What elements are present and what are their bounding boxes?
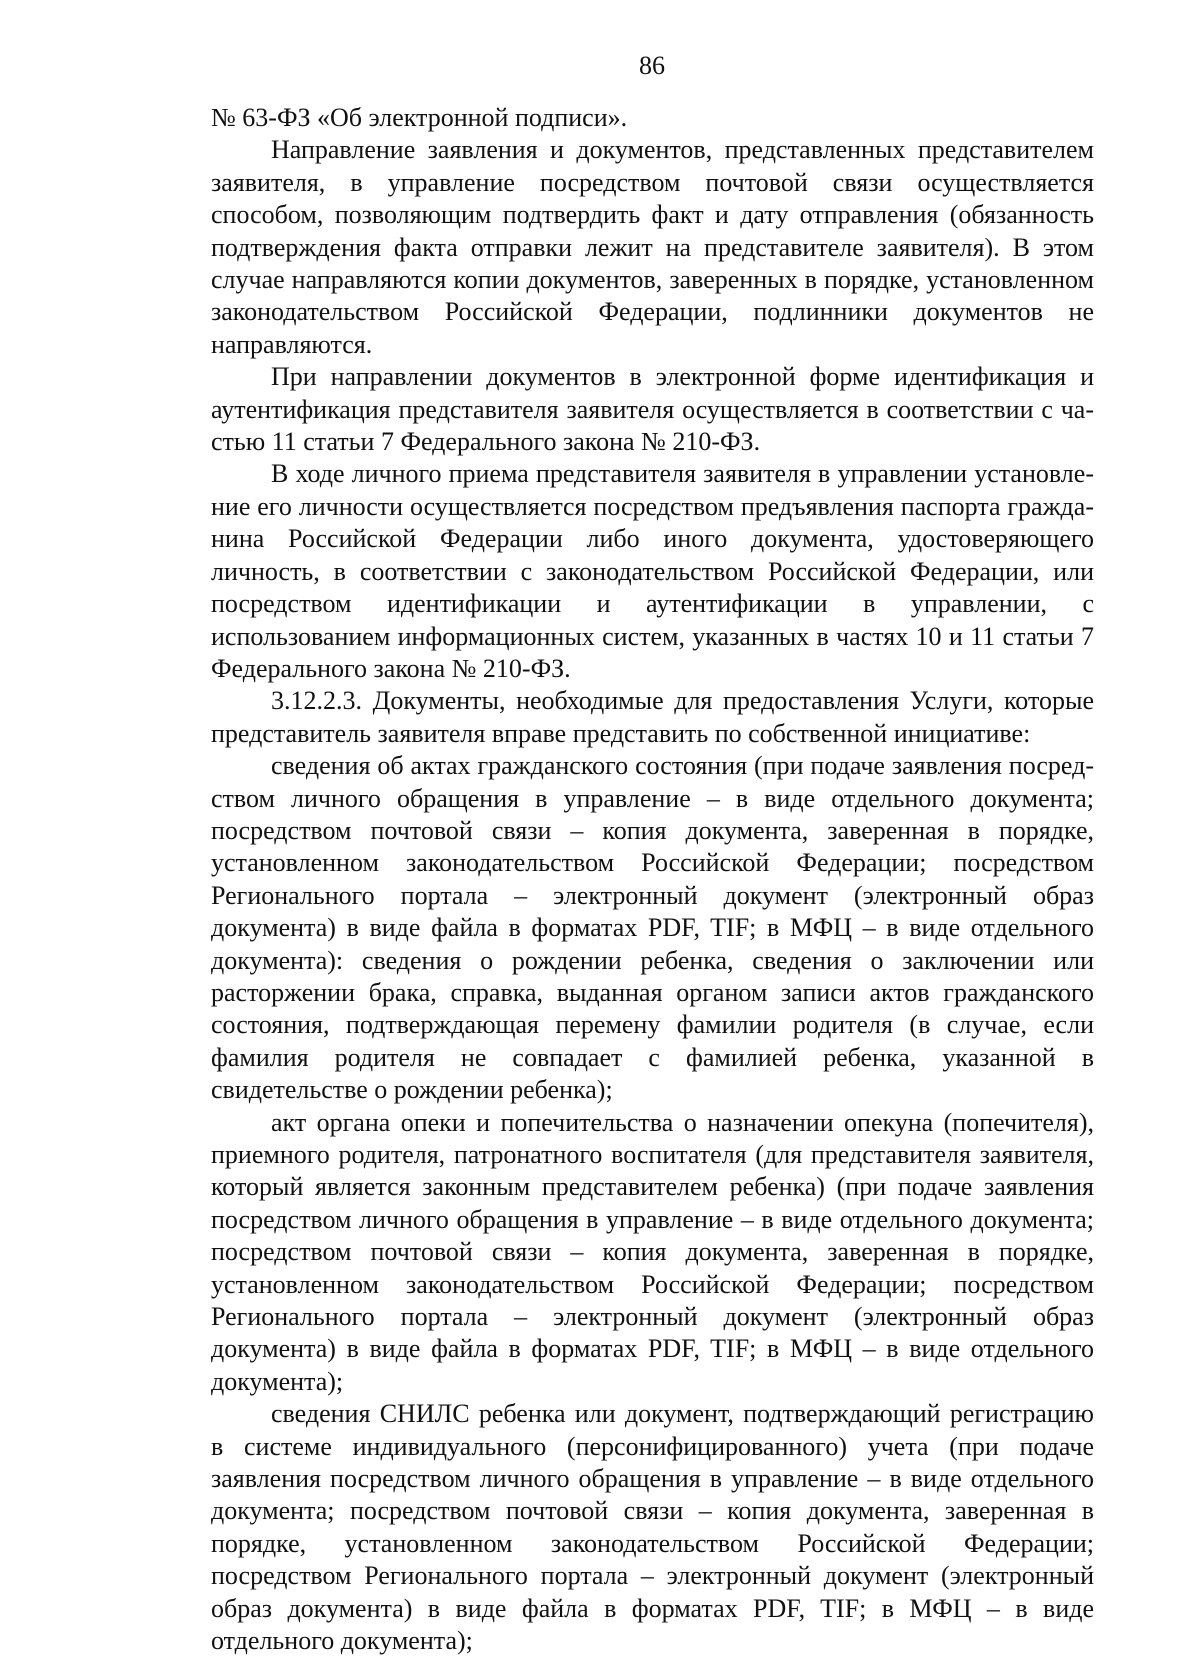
document-body (211, 102, 1094, 1658)
paragraph-guardianship-act: акт органа опеки и попечительства о назначении опекуна (попечителя), приемного родителя, патронатного воспитателя (для представителя заявителя, который является законным представителем ребенка) (при подаче заявления посредством личного обращения в управление – в виде отдельного документа; посредством почтовой связи – копия документа, заверенная в порядке, установленном законодательством Российской Федерации; посредством Регионального портала – электронный документ (электронный образ документа) в виде файла в форматах PDF, TIF; в МФЦ – в виде отдельного документа); (211, 1107, 1094, 1396)
paragraph-electronic-identification: При направлении документов в электронной форме идентификация и аутентификация представителя заявителя осуществляется в соответствии с частью 11 статьи 7 Федерального закона № 210-ФЗ. (211, 362, 1094, 457)
paragraph-law-reference-end: № 63-ФЗ «Об электронной подписи». (211, 103, 628, 132)
paragraph-personal-reception: В ходе личного приема представителя заявителя в управлении установление его личности осуществляется посредством предъявления паспорта гражданина Российской Федерации либо иного документа, удостоверяющего личность, в соответствии с законодательством Российской Федерации, или посредством идентификации и аутентификации в управлении, с использованием информационных систем, указанных в частях 10 и 11 статьи 7 Федерального закона № 210-ФЗ. (211, 459, 1094, 683)
paragraph-section-3-12-2-3: 3.12.2.3. Документы, необходимые для предоставления Услуги, которые представитель заявителя вправе представить по собственной инициативе: (211, 686, 1094, 748)
paragraph-postal-submission: Направление заявления и документов, представленных представителем заявителя, в управление посредством почтовой связи осуществляется способом, позволяющим подтвердить факт и дату отправления (обязанность подтверждения факта отправки лежит на представителе заявителя). В этом случае направляются копии документов, заверенных в порядке, установленном законодательством Российской Федерации, подлинники документов не направляются. (211, 135, 1094, 359)
paragraph-civil-status-records: сведения об актах гражданского состояния (при подаче заявления посредством личного обращения в управление – в виде отдельного документа; посредством почтовой связи – копия документа, заверенная в порядке, установленном законодательством Российской Федерации; посредством Регионального портала – электронный документ (электронный образ документа) в виде файла в форматах PDF, TIF; в МФЦ – в виде отдельного документа): сведения о рождении ребенка, сведения о заключении или расторжении брака, справка, выданная органом записи актов гражданского состояния, подтверждающая перемену фамилии родителя (в случае, если фамилия родителя не совпадает с фамилией ребенка, указанной в свидетельстве о рождении ребенка); (211, 751, 1094, 1105)
paragraph-snils: сведения СНИЛС ребенка или документ, подтверждающий регистрацию в системе индивидуального (персонифицированного) учета (при подаче заявления посредством личного обращения в управление – в виде отдельного документа; посредством почтовой связи – копия документа, заверенная в порядке, установленном законодательством Российской Федерации; посредством Регионального портала – электронный документ (электронный образ документа) в виде файла в форматах PDF, TIF; в МФЦ – в виде отдельного документа); (211, 1399, 1094, 1656)
page-number: 86 (639, 51, 665, 80)
